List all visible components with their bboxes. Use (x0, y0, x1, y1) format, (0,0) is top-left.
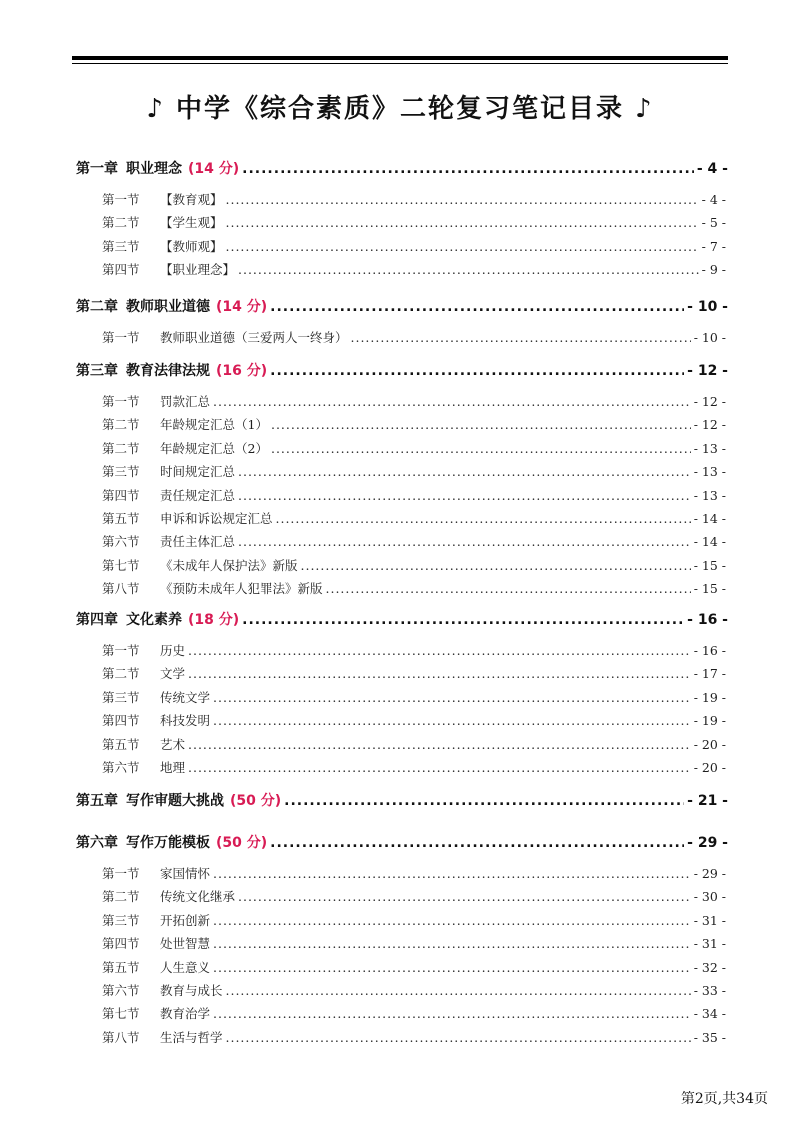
header-rule-thick (72, 56, 728, 60)
leader-dots (213, 690, 691, 705)
section-entry[interactable] (102, 439, 726, 457)
chapter-title: 写作万能模板 (126, 835, 210, 851)
section-page: - 17 - (693, 666, 726, 682)
section-title: 处世智慧 (160, 936, 211, 952)
section-number: 第一节 (102, 192, 140, 207)
section-number: 第八节 (102, 581, 140, 597)
section-entry[interactable] (102, 328, 726, 346)
chapter-entry[interactable] (76, 296, 728, 316)
section-title: 科技发明 (160, 713, 211, 729)
section-title: 年龄规定汇总（2） (160, 440, 268, 456)
section-entry[interactable] (102, 462, 726, 480)
leader-dots (213, 936, 691, 951)
chapter-title: 教育法律法规 (126, 363, 210, 379)
leader-dots (226, 192, 699, 207)
leader-dots (238, 262, 699, 277)
chapter-number: 第一章 (76, 161, 118, 177)
section-page: - 20 - (693, 736, 726, 752)
leader-dots (271, 441, 691, 456)
section-page: - 14 - (693, 534, 726, 550)
section-title: 历史 (160, 643, 186, 658)
section-number: 第三节 (102, 464, 140, 480)
section-entry[interactable] (102, 711, 726, 729)
chapter-points: (50 分) (216, 835, 268, 851)
header-rule-thin (72, 63, 728, 64)
leader-dots (326, 581, 691, 596)
section-entry[interactable] (102, 392, 726, 410)
section-page: - 13 - (693, 487, 726, 503)
section-number: 第六节 (102, 534, 140, 550)
leader-dots (238, 464, 691, 479)
leader-dots (188, 666, 691, 681)
chapter-entry[interactable] (76, 158, 728, 178)
section-number: 第四节 (102, 262, 140, 278)
section-title: 责任规定汇总 (160, 487, 236, 503)
chapter-number: 第六章 (76, 835, 118, 851)
section-entry[interactable] (102, 958, 726, 976)
chapter-points: (50 分) (230, 793, 282, 809)
section-page: - 29 - (693, 866, 726, 881)
leader-dots (351, 330, 691, 345)
section-entry[interactable] (102, 213, 726, 231)
section-page: - 31 - (693, 912, 726, 928)
section-number: 第五节 (102, 959, 140, 975)
section-number: 第二节 (102, 417, 140, 433)
leader-dots (276, 511, 691, 526)
leader-dots (242, 161, 694, 177)
chapter-title: 写作审题大挑战 (126, 793, 224, 809)
section-title: 生活与哲学 (160, 1029, 223, 1045)
section-page: - 19 - (693, 689, 726, 705)
leader-dots (226, 983, 691, 998)
leader-dots (238, 488, 691, 503)
section-number: 第三节 (102, 912, 140, 928)
leader-dots (213, 913, 691, 928)
chapter-entry[interactable] (76, 609, 728, 629)
leader-dots (188, 737, 691, 752)
section-entry[interactable] (102, 260, 726, 278)
section-entry[interactable] (102, 911, 726, 929)
section-entry[interactable] (102, 1004, 726, 1022)
section-title: 文学 (160, 666, 186, 682)
chapter-page: - 4 - (696, 161, 728, 177)
section-title: 《预防未成年人犯罪法》新版 (160, 581, 323, 597)
section-title: 【教师观】 (160, 238, 223, 254)
chapter-entry[interactable] (76, 790, 728, 810)
section-title: 传统文化继承 (160, 889, 236, 905)
section-page: - 31 - (693, 936, 726, 952)
section-title: 罚款汇总 (160, 394, 211, 409)
section-entry[interactable] (102, 688, 726, 706)
section-number: 第四节 (102, 487, 140, 503)
section-entry[interactable] (102, 664, 726, 682)
chapter-points: (16 分) (216, 363, 268, 379)
section-entry[interactable] (102, 641, 726, 659)
section-entry[interactable] (102, 934, 726, 952)
chapter-page: - 21 - (687, 793, 728, 809)
chapter-page: - 12 - (687, 363, 728, 379)
section-page: - 4 - (701, 192, 726, 207)
section-page: - 13 - (693, 440, 726, 456)
chapter-entry[interactable] (76, 832, 728, 852)
leader-dots (284, 793, 684, 809)
chapter-number: 第四章 (76, 612, 118, 628)
section-number: 第一节 (102, 866, 140, 881)
section-page: - 20 - (693, 760, 726, 775)
leader-dots (213, 960, 691, 975)
section-entry[interactable] (102, 1028, 726, 1046)
section-title: 【学生观】 (160, 215, 223, 231)
section-title: 责任主体汇总 (160, 534, 236, 550)
chapter-number: 第三章 (76, 363, 118, 379)
leader-dots (213, 394, 691, 409)
section-page: - 5 - (701, 215, 726, 231)
leader-dots (226, 215, 699, 230)
section-entry[interactable] (102, 556, 726, 574)
section-entry[interactable] (102, 532, 726, 550)
leader-dots (213, 1006, 691, 1021)
leader-dots (226, 239, 699, 254)
section-title: 《未成年人保护法》新版 (160, 557, 298, 573)
section-title: 年龄规定汇总（1） (160, 417, 268, 433)
section-number: 第一节 (102, 330, 140, 345)
section-page: - 30 - (693, 889, 726, 905)
chapter-title: 职业理念 (126, 161, 182, 177)
section-entry[interactable] (102, 735, 726, 753)
section-entry[interactable] (102, 190, 726, 208)
section-page: - 13 - (693, 464, 726, 480)
section-entry[interactable] (102, 981, 726, 999)
section-page: - 12 - (693, 417, 726, 433)
section-number: 第六节 (102, 760, 140, 775)
chapter-number: 第二章 (76, 299, 118, 315)
leader-dots (270, 363, 684, 379)
section-number: 第六节 (102, 983, 140, 998)
chapter-number: 第五章 (76, 793, 118, 809)
section-number: 第三节 (102, 689, 140, 705)
section-number: 第三节 (102, 238, 140, 254)
section-number: 第一节 (102, 394, 140, 409)
section-number: 第八节 (102, 1029, 140, 1045)
section-title: 开拓创新 (160, 912, 211, 928)
section-number: 第七节 (102, 1006, 140, 1022)
leader-dots (242, 612, 684, 628)
leader-dots (271, 417, 691, 432)
section-entry[interactable] (102, 887, 726, 905)
leader-dots (213, 866, 691, 881)
section-page: - 15 - (693, 581, 726, 597)
section-page: - 34 - (693, 1006, 726, 1022)
leader-dots (301, 558, 691, 573)
section-title: 地理 (160, 760, 186, 775)
section-page: - 15 - (693, 557, 726, 573)
section-entry[interactable] (102, 486, 726, 504)
chapter-page: - 16 - (687, 612, 728, 628)
chapter-title: 教师职业道德 (126, 299, 210, 315)
section-page: - 7 - (701, 238, 726, 254)
document-title: ♪ 中学《综合素质》二轮复习笔记目录 ♪ (146, 94, 654, 124)
chapter-points: (14 分) (216, 299, 268, 315)
section-page: - 19 - (693, 713, 726, 729)
leader-dots (188, 643, 691, 658)
chapter-points: (18 分) (188, 612, 240, 628)
leader-dots (270, 299, 684, 315)
section-entry[interactable] (102, 509, 726, 527)
section-title: 【职业理念】 (160, 262, 236, 278)
section-title: 申诉和诉讼规定汇总 (160, 511, 273, 526)
section-page: - 33 - (693, 983, 726, 998)
section-page: - 9 - (701, 262, 726, 278)
section-page: - 12 - (693, 394, 726, 409)
chapter-page: - 10 - (687, 299, 728, 315)
section-number: 第四节 (102, 936, 140, 952)
section-page: - 10 - (693, 330, 726, 345)
leader-dots (188, 760, 691, 775)
section-number: 第二节 (102, 666, 140, 682)
section-page: - 35 - (693, 1029, 726, 1045)
section-number: 第二节 (102, 215, 140, 231)
section-title: 【教育观】 (160, 192, 223, 207)
leader-dots (238, 889, 691, 904)
section-title: 人生意义 (160, 959, 211, 975)
leader-dots (238, 534, 691, 549)
chapter-entry[interactable] (76, 360, 728, 380)
section-title: 时间规定汇总 (160, 464, 236, 480)
section-entry[interactable] (102, 758, 726, 776)
section-title: 家国情怀 (160, 866, 211, 881)
section-page: - 14 - (693, 511, 726, 526)
section-title: 传统文学 (160, 689, 211, 705)
section-number: 第二节 (102, 889, 140, 905)
leader-dots (226, 1030, 691, 1045)
section-page: - 16 - (693, 643, 726, 658)
chapter-page: - 29 - (687, 835, 728, 851)
leader-dots (213, 713, 691, 728)
section-entry[interactable] (102, 864, 726, 882)
section-number: 第五节 (102, 736, 140, 752)
section-entry[interactable] (102, 237, 726, 255)
section-number: 第五节 (102, 511, 140, 526)
leader-dots (270, 835, 684, 851)
section-number: 第一节 (102, 643, 140, 658)
section-title: 教育与成长 (160, 983, 223, 998)
section-entry[interactable] (102, 415, 726, 433)
section-title: 教师职业道德（三爱两人一终身） (160, 330, 348, 345)
chapter-points: (14 分) (188, 161, 240, 177)
section-number: 第四节 (102, 713, 140, 729)
section-page: - 32 - (693, 959, 726, 975)
page-footer: 第2页,共34页 (680, 1091, 768, 1107)
section-title: 艺术 (160, 736, 186, 752)
section-number: 第二节 (102, 440, 140, 456)
section-number: 第七节 (102, 557, 140, 573)
section-entry[interactable] (102, 579, 726, 597)
section-title: 教育治学 (160, 1006, 211, 1022)
chapter-title: 文化素养 (126, 612, 182, 628)
